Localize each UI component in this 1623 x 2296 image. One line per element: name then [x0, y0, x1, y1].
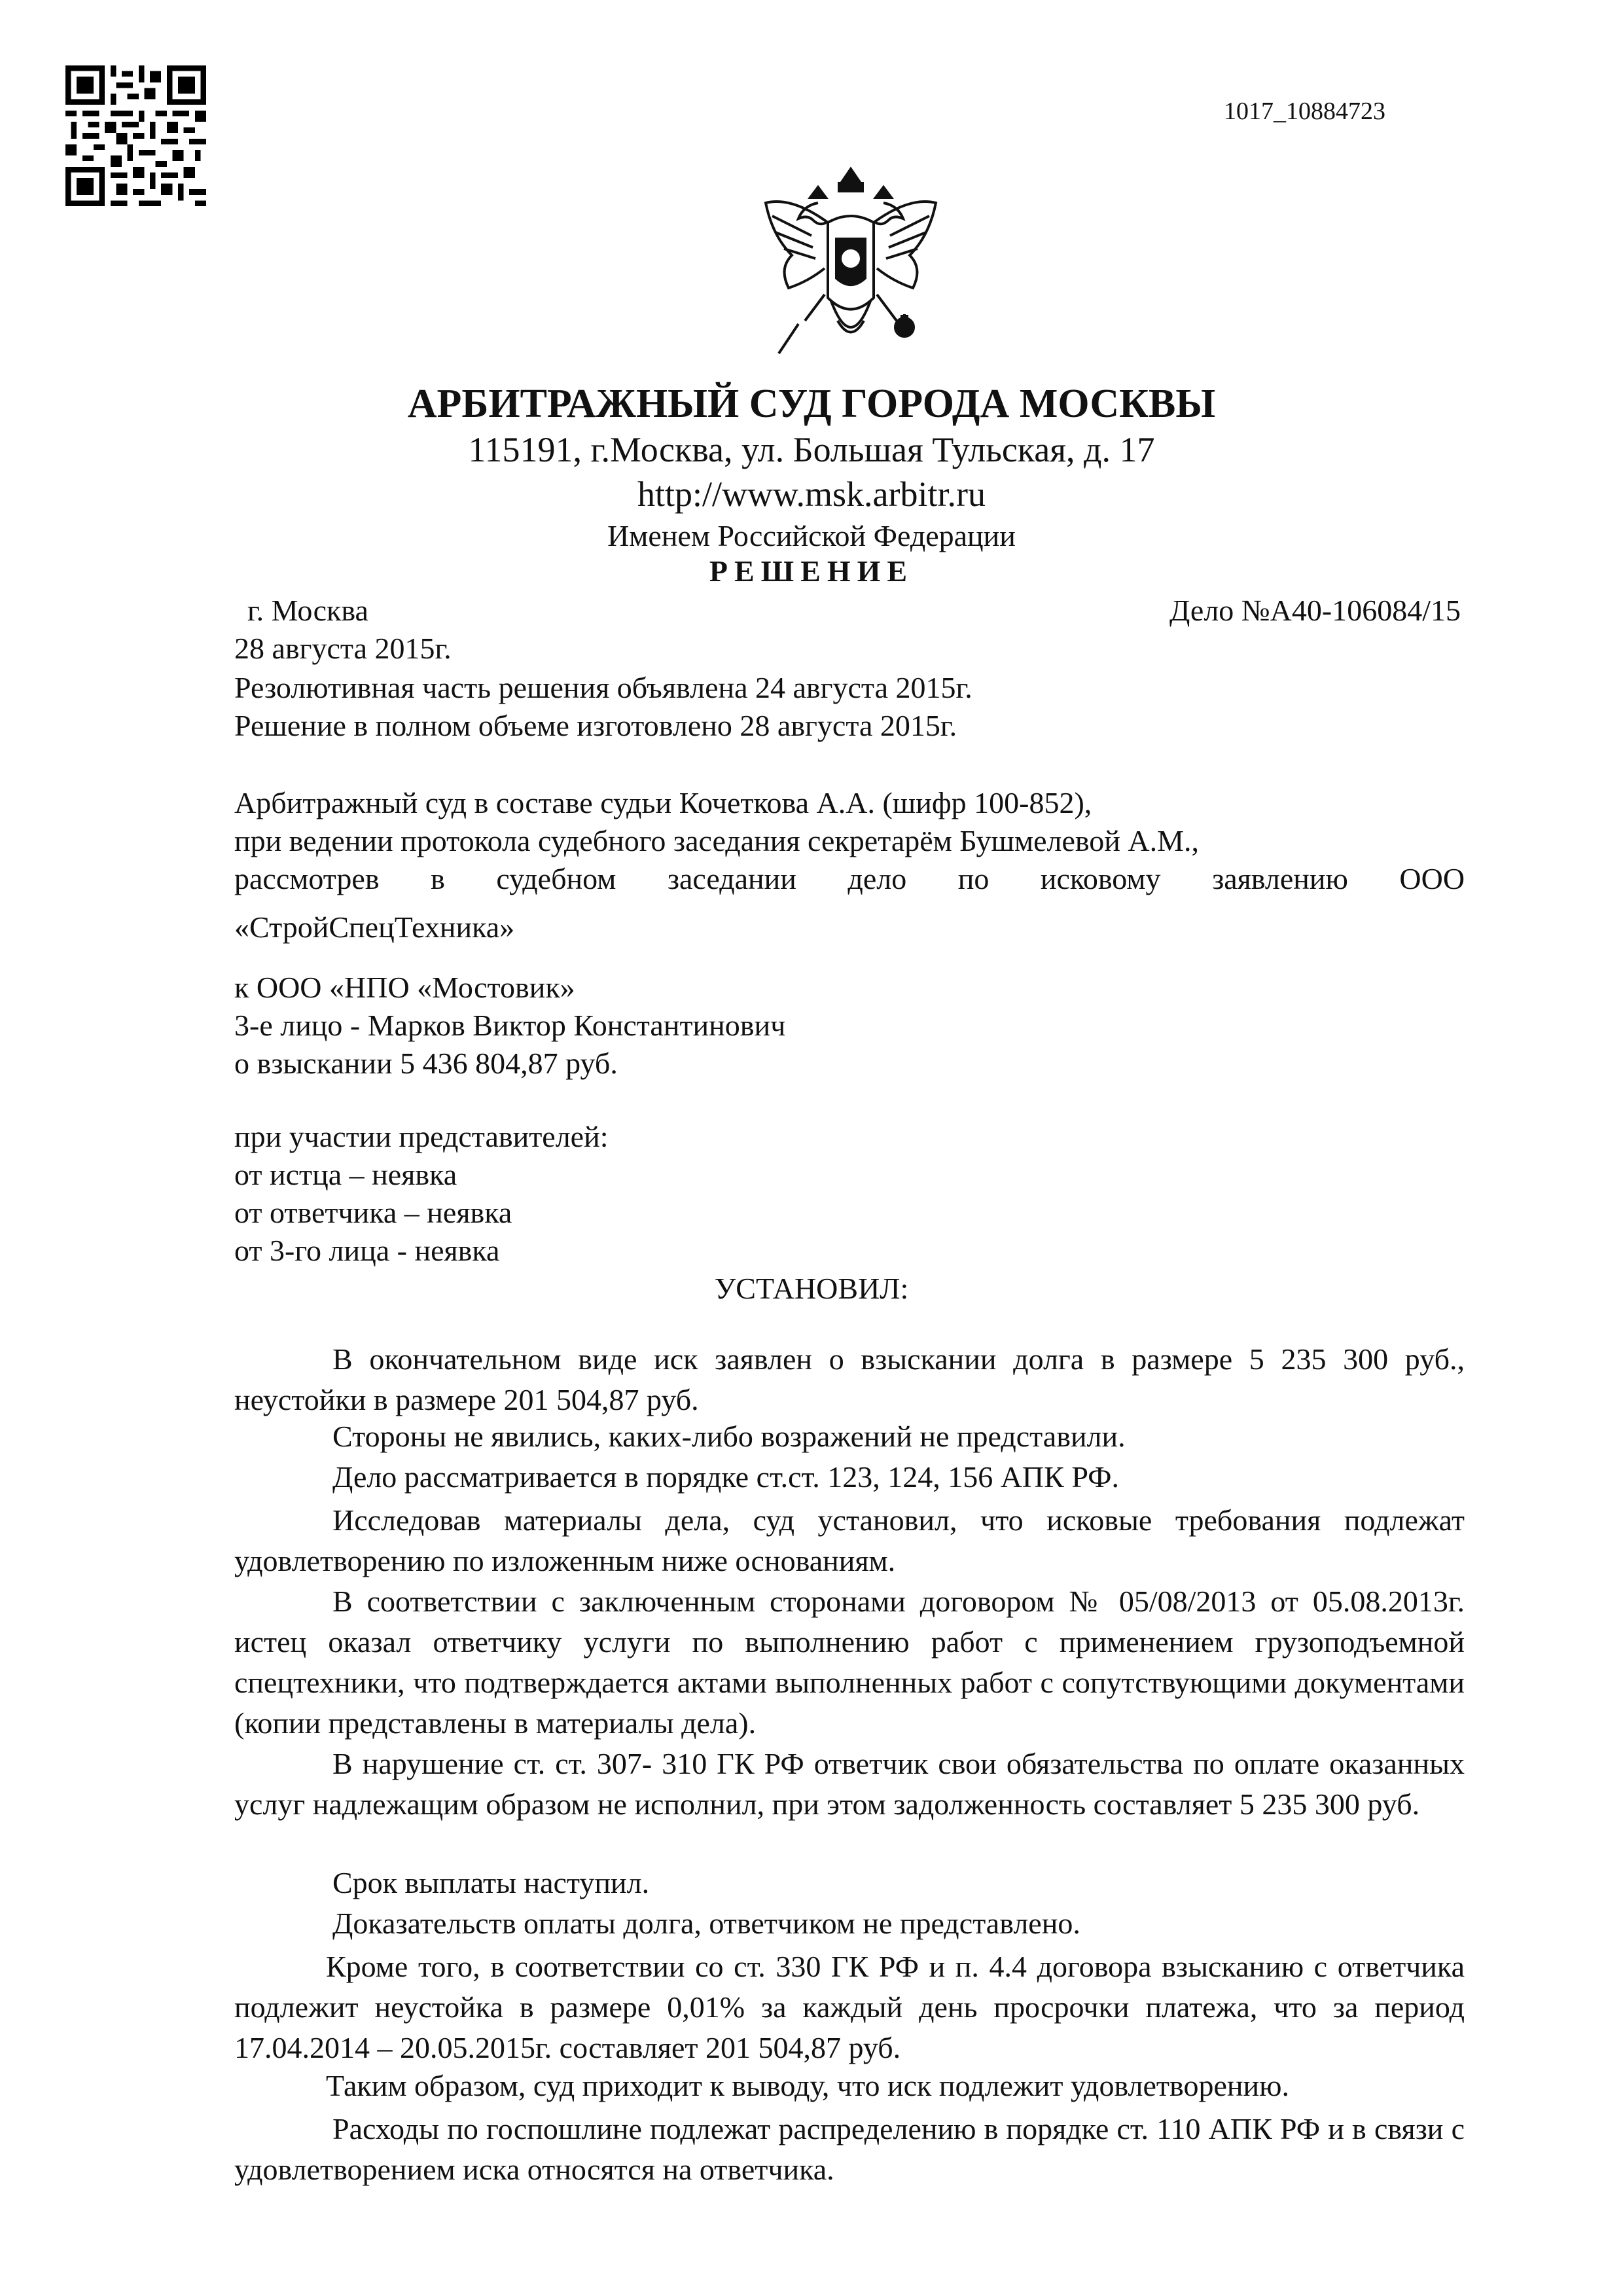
body-paragraph: Кроме того, в соответствии со ст. 330 ГК РФ и п. 4.4 договора взысканию с ответчика подлежит неустойка в размере 0,01% за каждый день просрочки платежа, что за период 17.04.2014 – 20.05.2015г. составляет 201 504,87 руб.	[234, 1950, 1465, 2064]
intro-judge-line: Арбитражный суд в составе судьи Кочеткова А.А. (шифр 100-852),	[234, 786, 1092, 819]
intro-word: судебном	[496, 862, 616, 895]
intro-word: ООО	[1399, 862, 1465, 895]
intro-word: рассмотрев	[234, 862, 380, 895]
body-paragraph: Таким образом, суд приходит к выводу, что иск подлежит удовлетворению.	[326, 2069, 1289, 2102]
plaintiff-name: «СтройСпецТехника»	[234, 910, 515, 944]
attendance-defendant: от ответчика – неявка	[234, 1196, 512, 1229]
body-paragraph: В нарушение ст. ст. 307- 310 ГК РФ ответчик свои обязательства по оплате оказанных услуг надлежащим образом не исполнил, при этом задолженность составляет 5 235 300 руб.	[234, 1747, 1465, 1821]
claim-amount-line: о взыскании 5 436 804,87 руб.	[234, 1047, 618, 1080]
body-paragraph: В окончательном виде иск заявлен о взыскании долга в размере 5 235 300 руб., неустойки в размере 201 504,87 руб.	[234, 1342, 1465, 1416]
decision-date: 28 августа 2015г.	[234, 632, 452, 665]
intro-secretary-line: при ведении протокола судебного заседания секретарём Бушмелевой А.М.,	[234, 824, 1200, 857]
body-paragraph: В соответствии с заключенным сторонами договором № 05/08/2013 от 05.08.2013г. истец оказал ответчику услуги по выполнению работ с применением грузоподъемной спецтехники, что подтверждается актами выполненных работ с сопутствующими документами (копии представлены в материалы дела).	[234, 1585, 1465, 1740]
established-heading: УСТАНОВИЛ:	[714, 1272, 909, 1305]
attendance-title: при участии представителей:	[234, 1120, 609, 1153]
body-paragraph: Дело рассматривается в порядке ст.ст. 123, 124, 156 АПК РФ.	[332, 1460, 1119, 1494]
full-decision-date: Решение в полном объеме изготовлено 28 августа 2015г.	[234, 709, 957, 742]
intro-considered-line	[234, 861, 1465, 896]
coat-of-arms-icon	[753, 157, 949, 380]
intro-word: дело	[847, 862, 907, 895]
qr-code-icon	[65, 65, 206, 206]
body-paragraph: Срок выплаты наступил.	[332, 1866, 650, 1899]
body-paragraph: Расходы по госпошлине подлежат распределению в порядке ст. 110 АПК РФ и в связи с удовлетворением иска относятся на ответчика.	[234, 2112, 1465, 2186]
in-the-name-line: Именем Российской Федерации	[607, 519, 1016, 552]
attendance-plaintiff: от истца – неявка	[234, 1158, 457, 1191]
intro-word: исковому	[1040, 862, 1161, 895]
intro-word: по	[957, 862, 990, 895]
document-id: 1017_10884723	[1224, 98, 1385, 125]
operative-part-date: Резолютивная часть решения объявлена 24 августа 2015г.	[234, 671, 972, 704]
body-paragraph: Исследовав материалы дела, суд установил, что исковые требования подлежат удовлетворению по изложенным ниже основаниям.	[234, 1503, 1465, 1577]
document-type: РЕШЕНИЕ	[709, 554, 914, 588]
court-name: АРБИТРАЖНЫЙ СУД ГОРОДА МОСКВЫ	[407, 382, 1216, 426]
body-paragraph: Стороны не явились, каких-либо возражений не представили.	[332, 1420, 1126, 1453]
third-party-line: 3-е лицо - Марков Виктор Константинович	[234, 1009, 786, 1042]
city: г. Москва	[247, 594, 368, 627]
case-number: Дело №А40-106084/15	[1169, 594, 1461, 627]
intro-word: в	[431, 862, 445, 895]
court-website: http://www.msk.arbitr.ru	[637, 475, 986, 514]
attendance-third-party: от 3-го лица - неявка	[234, 1234, 500, 1267]
defendant-line: к ООО «НПО «Мостовик»	[234, 971, 575, 1004]
intro-word: заседании	[667, 862, 796, 895]
court-address: 115191, г.Москва, ул. Большая Тульская, д. 17	[468, 430, 1155, 469]
body-paragraph: Доказательств оплаты долга, ответчиком не представлено.	[332, 1907, 1080, 1940]
intro-word: заявлению	[1212, 862, 1348, 895]
